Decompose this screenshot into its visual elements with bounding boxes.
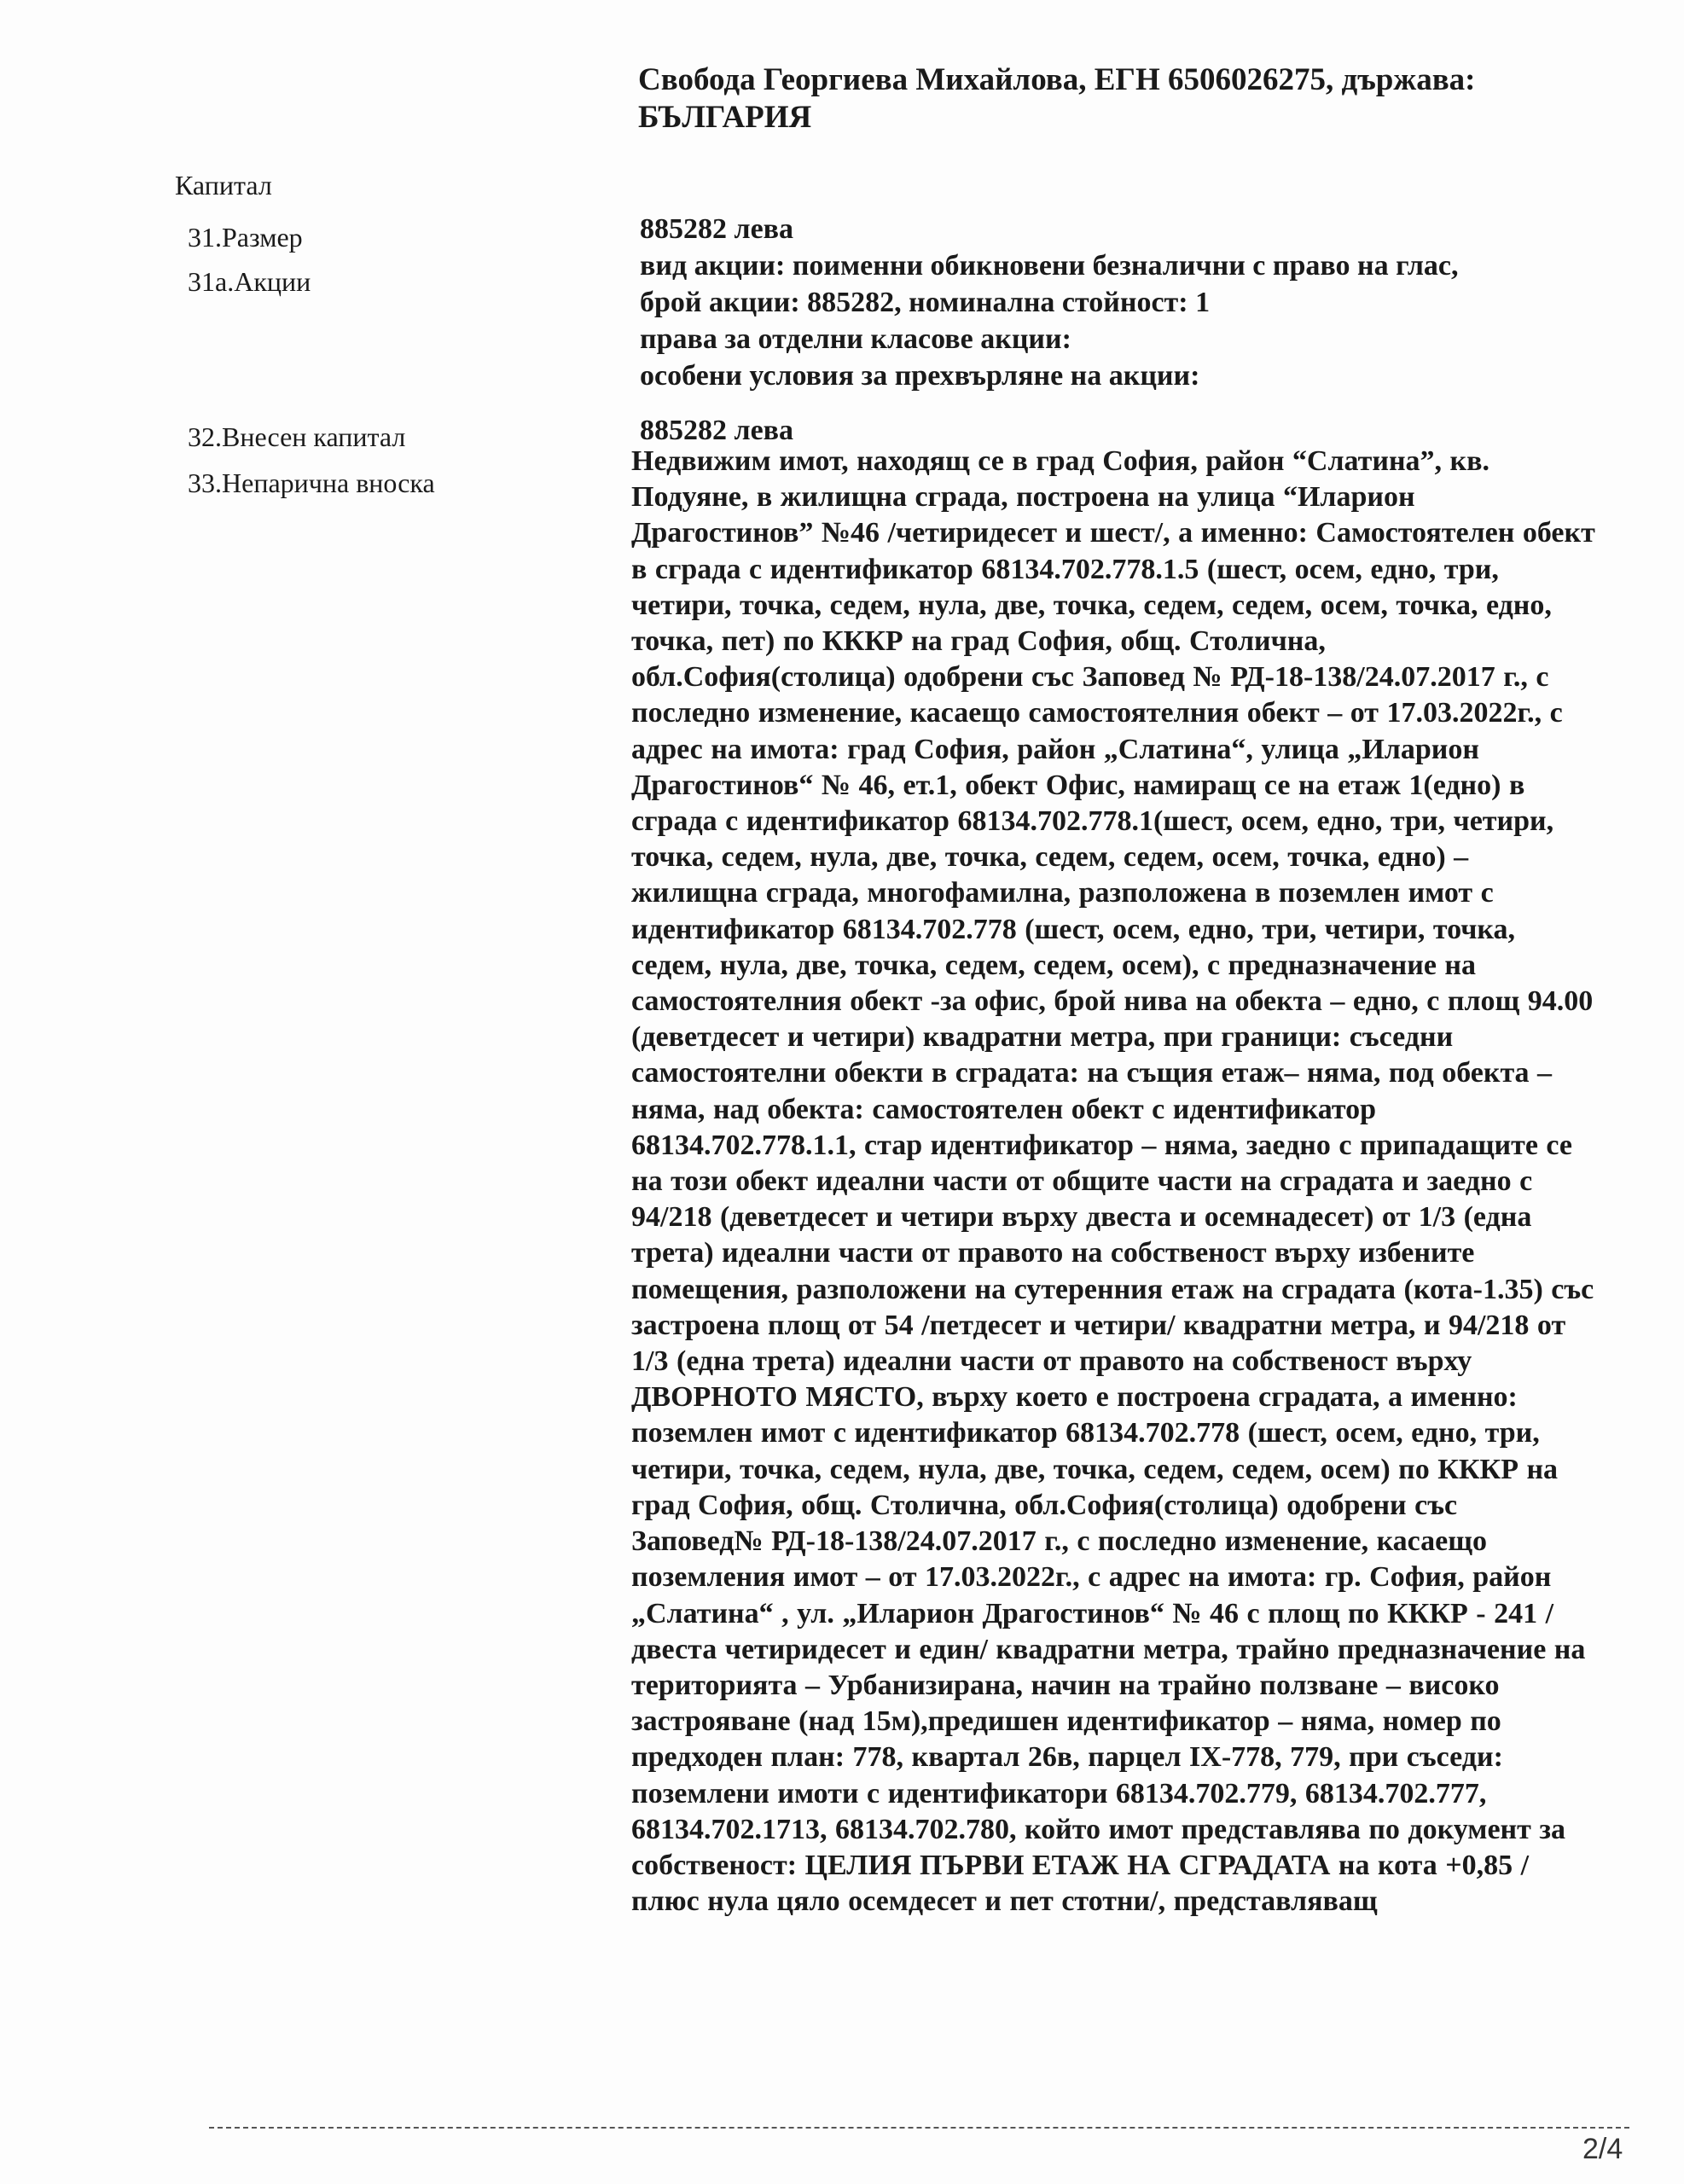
page-number: 2/4: [1582, 2133, 1623, 2165]
shares-line: вид акции: поименни обикновени безналични с право на глас,: [640, 250, 1459, 282]
section-title-capital: Капитал: [175, 170, 272, 200]
paid-in-value: 885282 лева: [640, 415, 794, 446]
field-value-size: [640, 212, 1587, 247]
size-value: 885282 лева: [640, 213, 794, 245]
owner-line: Свобода Георгиева Михайлова, ЕГН 6506026275, държава:: [638, 62, 1476, 97]
owner-country: БЪЛГАРИЯ: [638, 100, 812, 135]
field-label-paid-in: 32.Внесен капитал: [188, 421, 406, 452]
field-label-shares: 31а.Акции: [188, 266, 311, 297]
footer-divider: [209, 2127, 1629, 2129]
shares-line: брой акции: 885282, номинална стойност: 1: [640, 287, 1211, 318]
field-value-shares: [640, 247, 1587, 394]
owner-block: [638, 61, 1577, 136]
field-label-non-monetary: 33.Непарична вноска: [188, 468, 435, 498]
shares-line: права за отделни класове акции:: [640, 323, 1071, 355]
non-monetary-description: Недвижим имот, находящ се в град София, район “Слатина”, кв. Подуяне, в жилищна сграда, построена на улица “Иларион Драгостинов” №46 /четиридесет и шест/, а именно: Самостоятелен обект в сграда с идентификатор 68134.702.778.1.5 (шест, осем, едно, три, четири, точка, седем, нула, две, точка, седем, седем, осем, точка, едно, точка, пет) по КККР на град София, общ. Столична, обл.София(столица) одобрени със Заповед № РД-18-138/24.07.2017 г., с последно изменение, касаещо самостоятелния обект – от 17.03.2022г., с адрес на имота: град София, район „Слатина“, улица „Иларион Драгостинов“ № 46, ет.1, обект Офис, намиращ се на етаж 1(едно) в сграда с идентификатор 68134.702.778.1(шест, осем, едно, три, четири, точка, седем, нула, две, точка, седем, седем, осем, точка, едно) – жилищна сграда, многофамилна, разположена в поземлен имот с идентификатор 68134.702.778 (шест, осем, едно, три, четири, точка, седем, нула, две, точка, седем, седем, осем), с предназначение на самостоятелния обект -за офис, брой нива на обекта – едно, с площ 94.00 (деветдесет и четири) квадратни метра, при граници: съседни самостоятелни обекти в сградата: на същия етаж– няма, под обекта – няма, над обекта: самостоятелен обект с идентификатор 68134.702.778.1.1, стар идентификатор – няма, заедно с припадащите се на този обект идеални части от общите части на сградата и заедно с 94/218 (деветдесет и четири върху двеста и осемнадесет) от 1/3 (една трета) идеални части от правото на собственост върху избените помещения, разположени на сутеренния етаж на сградата (кота-1.35) със застроена площ от 54 /петдесет и четири/ квадратни метра, и 94/218 от 1/3 (една трета) идеални части от правото на собственост върху ДВОРНОТО МЯСТО, върху което е построена сградата, а именно: поземлен имот с идентификатор 68134.702.778 (шест, осем, едно, три, четири, точка, седем, нула, две, точка, седем, седем, осем) по КККР на град София, общ. Столична, обл.София(столица) одобрени със Заповед№ РД-18-138/24.07.2017 г., с последно изменение, касаещо поземления имот – от 17.03.2022г., с адрес на имота: гр. София, район „Слатина“ , ул. „Иларион Драгостинов“ № 46 с площ по КККР - 241 /двеста четиридесет и един/ квадратни метра, трайно предназначение на територията – Урбанизирана, начин на трайно ползване – високо застрояване (над 15м),предишен идентификатор – няма, номер по предходен план: 778, квартал 26в, парцел IX-778, 779, при съседи: поземлени имоти с идентификатори 68134.702.779, 68134.702.777, 68134.702.1713, 68134.702.780, който имот представлява по документ за собственост: ЦЕЛИЯ ПЪРВИ ЕТАЖ НА СГРАДАТА на кота +0,85 /плюс нула цяло осемдесет и пет стотни/, представляващ: [631, 445, 1595, 1918]
shares-line: особени условия за прехвърляне на акции:: [640, 360, 1200, 392]
field-label-size: 31.Размер: [188, 222, 303, 253]
